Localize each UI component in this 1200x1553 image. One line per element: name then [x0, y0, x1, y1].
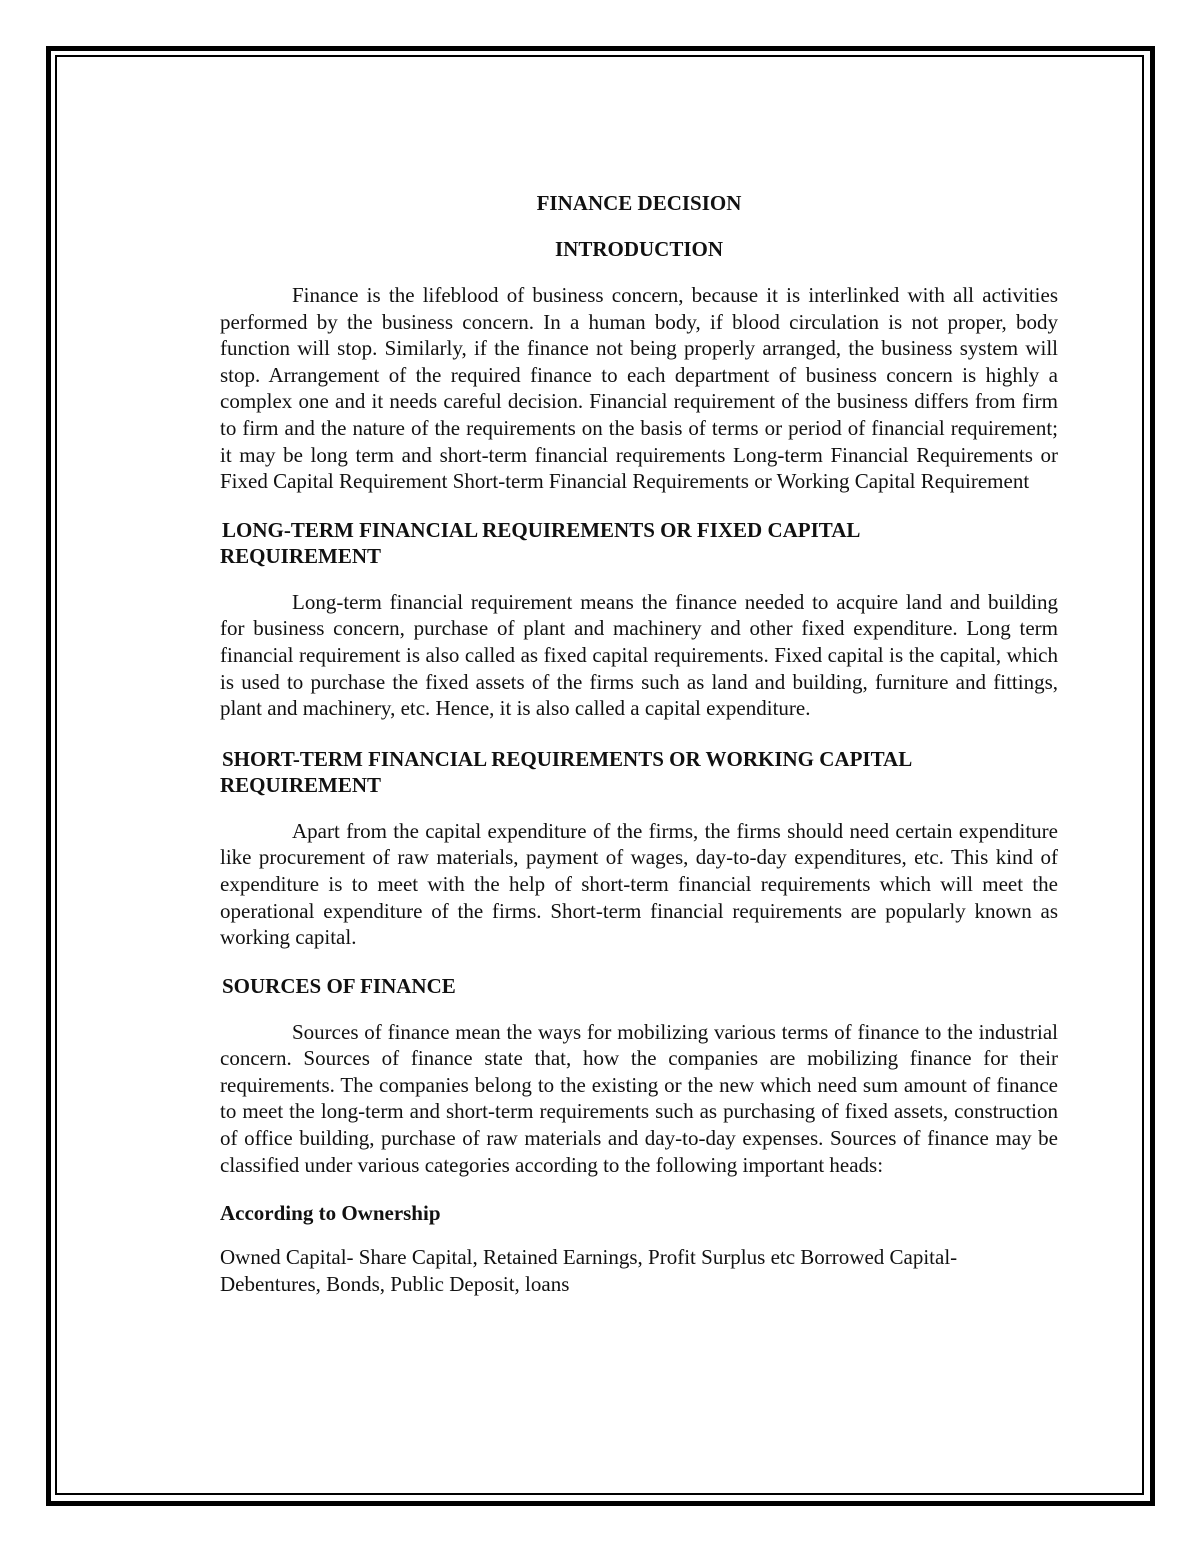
introduction-paragraph: Finance is the lifeblood of business concern, because it is interlinked with all activities performed by the business concern. In a human body, if blood circulation is not proper, body function will stop. Similarly, if the finance not being properly arranged, the business system will stop. Arrangement of the required finance to each department of business concern is highly a complex one and it needs careful decision. Financial requirement of the business differs from firm to firm and the nature of the requirements on the basis of terms or period of financial requirement; it may be long term and short-term financial requirements Long-term Financial Requirements or Fixed Capital Requirement Short-term Financial Requirements or Working Capital Requirement [220, 283, 1058, 494]
long-term-heading-line1: LONG-TERM FINANCIAL REQUIREMENTS OR FIXED CAPITAL [222, 517, 861, 542]
long-term-heading-line2: REQUIREMENT [220, 543, 382, 568]
short-term-heading-line2: REQUIREMENT [220, 772, 382, 797]
sources-paragraph: Sources of finance mean the ways for mobilizing various terms of finance to the industrial concern. Sources of finance state that, how the companies are mobilizing finance for their requirements. The companies belong to the existing or the new which need sum amount of finance to meet the long-term and short-term requirements such as purchasing of fixed assets, construction of office building, purchase of raw materials and day-to-day expenses. Sources of finance may be classified under various categories according to the following important heads: [220, 1019, 1058, 1177]
sources-section [220, 973, 1058, 1179]
document-title: FINANCE DECISION [536, 191, 742, 215]
short-term-section [220, 746, 1058, 951]
short-term-heading [220, 746, 1058, 798]
introduction-heading: INTRODUCTION [554, 237, 724, 261]
ownership-line1: Owned Capital- Share Capital, Retained Earnings, Profit Surplus etc Borrowed Capital- [220, 1245, 958, 1270]
ownership-section [220, 1200, 1058, 1297]
ownership-paragraph [220, 1244, 1058, 1297]
ownership-heading: According to Ownership [220, 1201, 441, 1226]
long-term-paragraph: Long-term financial requirement means the finance needed to acquire land and building for business concern, purchase of plant and machinery and other fixed expenditure. Long term financial requirement is also called as fixed capital requirements. Fixed capital is the capital, which is used to purchase the fixed assets of the firms such as land and building, furniture and fittings, plant and machinery, etc. Hence, it is also called a capital expenditure. [220, 589, 1058, 721]
short-term-paragraph: Apart from the capital expenditure of the firms, the firms should need certain expenditure like procurement of raw materials, payment of wages, day-to-day expenditures, etc. This kind of expenditure is to meet with the help of short-term financial requirements which will meet the operational expenditure of the firms. Short-term financial requirements are popularly known as working capital. [220, 818, 1058, 950]
ownership-line2: Debentures, Bonds, Public Deposit, loans [220, 1271, 570, 1296]
long-term-section [220, 517, 1058, 722]
long-term-heading [220, 517, 1058, 569]
sources-heading [220, 973, 1058, 999]
document-body [220, 186, 1058, 1297]
sources-heading-text: SOURCES OF FINANCE [222, 973, 456, 998]
short-term-heading-line1: SHORT-TERM FINANCIAL REQUIREMENTS OR WORKING CAPITAL [222, 746, 913, 771]
